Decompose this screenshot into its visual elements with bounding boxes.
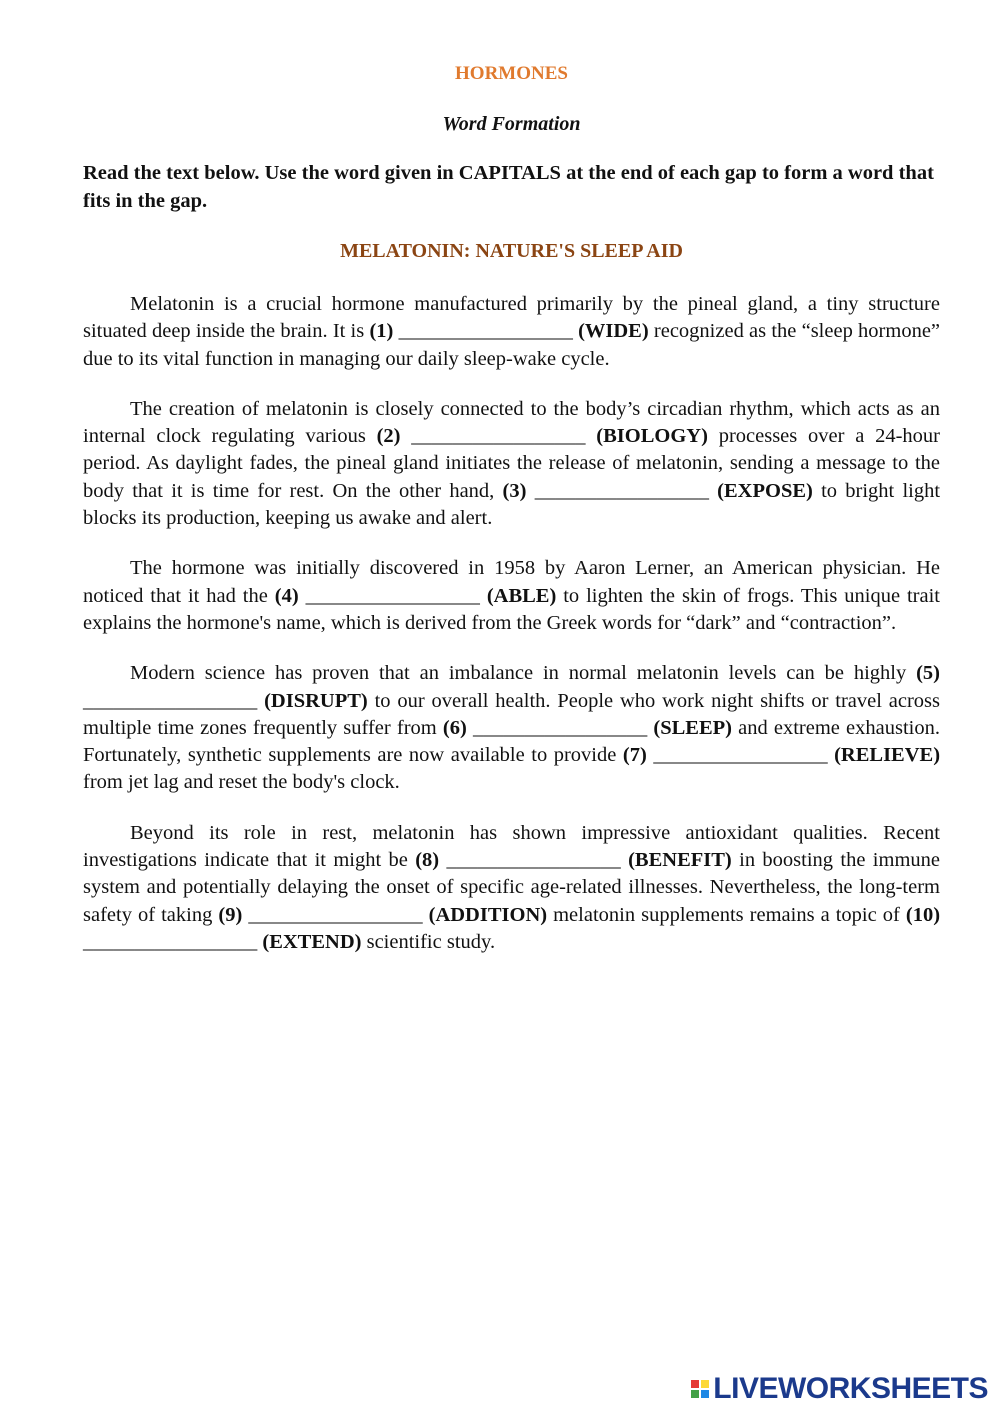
- answer-gap[interactable]: _________________: [534, 479, 709, 502]
- page-subtitle: Word Formation: [442, 113, 581, 135]
- paragraph: [83, 291, 940, 373]
- paragraph-text: to our overall health. People who work night shifts or travel across multiple time zones frequently suffer from: [83, 689, 940, 739]
- gap-number: (4): [274, 584, 299, 607]
- keyword: (BENEFIT): [628, 849, 732, 872]
- gap-number: (2): [376, 425, 401, 448]
- paragraph-text: processes over a 24-hour period. As daylight fades, the pineal gland initiates the release of melatonin, sending a message to the body that it is time for rest. On the other hand,: [83, 425, 941, 502]
- paragraph-text: Beyond its role in rest, melatonin has shown impressive antioxidant qualities. Recent investigations indicate that it might be: [83, 821, 940, 872]
- answer-gap[interactable]: _________________: [446, 849, 621, 872]
- paragraph-text: in boosting the immune system and potentially delaying the onset of specific age-related illnesses. Nevertheless, the long-term safety of taking: [83, 849, 940, 926]
- paragraph-text: The creation of melatonin is closely connected to the body’s circadian rhythm, which acts as an internal clock regulating various: [83, 397, 940, 448]
- paragraph-text: scientific study.: [361, 930, 496, 953]
- gap-number: (1): [369, 320, 394, 343]
- keyword: (WIDE): [578, 320, 649, 343]
- paragraph: [83, 820, 940, 956]
- keyword: (RELIEVE): [834, 744, 941, 767]
- keyword: (ADDITION): [428, 903, 548, 926]
- keyword: (SLEEP): [653, 716, 732, 739]
- answer-gap[interactable]: _________________: [411, 425, 586, 448]
- paragraph-text: Modern science has proven that an imbalance in normal melatonin levels can be highly: [130, 662, 917, 685]
- liveworksheets-logo: [691, 1372, 988, 1406]
- logo-square: [701, 1390, 709, 1398]
- paragraph-text: and extreme exhaustion. Fortunately, synthetic supplements are now available to provide: [83, 716, 941, 767]
- answer-gap[interactable]: _________________: [83, 689, 258, 712]
- answer-gap[interactable]: _________________: [305, 584, 480, 607]
- answer-gap[interactable]: _________________: [83, 930, 258, 953]
- paragraph-text: Melatonin is a crucial hormone manufactured primarily by the pineal gland, a tiny structure situated deep inside the brain. It is: [83, 293, 940, 343]
- answer-gap[interactable]: _________________: [472, 716, 648, 739]
- keyword: (BIOLOGY): [596, 425, 708, 448]
- gap-number: (9): [218, 903, 243, 926]
- paragraph-text: The hormone was initially discovered in 1958 by Aaron Lerner, an American physician. He noticed that it had the: [83, 557, 940, 607]
- logo-square: [691, 1390, 699, 1398]
- reading-text: [83, 291, 940, 956]
- paragraph-text: from jet lag and reset the body's clock.: [83, 771, 400, 794]
- logo-squares-icon: [691, 1380, 709, 1398]
- gap-number: (8): [415, 849, 440, 872]
- worksheet-page: [83, 60, 940, 956]
- keyword: (EXTEND): [262, 930, 362, 953]
- gap-number: (6): [442, 716, 467, 739]
- gap-number: (7): [622, 744, 647, 767]
- text-heading: MELATONIN: NATURE'S SLEEP AID: [340, 240, 683, 262]
- logo-text: LIVEWORKSHEETS: [713, 1372, 988, 1405]
- logo-square: [701, 1380, 709, 1388]
- paragraph-text: recognized as the “sleep hormone” due to its vital function in managing our daily sleep-wake cycle.: [83, 320, 941, 370]
- answer-gap[interactable]: _________________: [248, 903, 423, 926]
- logo-square: [691, 1380, 699, 1388]
- keyword: (ABLE): [486, 584, 557, 607]
- gap-number: (10): [905, 903, 941, 926]
- paragraph: [83, 660, 940, 796]
- answer-gap[interactable]: _________________: [398, 320, 573, 343]
- keyword: (DISRUPT): [264, 689, 368, 712]
- paragraph: [83, 396, 940, 532]
- gap-number: (5): [916, 662, 940, 685]
- answer-gap[interactable]: _________________: [653, 744, 828, 767]
- paragraph-text: to bright light blocks its production, keeping us awake and alert.: [83, 479, 941, 530]
- gap-number: (3): [502, 479, 527, 502]
- instructions: Read the text below. Use the word given in CAPITALS at the end of each gap to form a word that fits in the gap.: [83, 162, 934, 212]
- paragraph-text: to lighten the skin of frogs. This unique trait explains the hormone's name, which is derived from the Greek words for “dark” and “contraction”.: [83, 584, 940, 634]
- page-title: HORMONES: [455, 63, 568, 84]
- paragraph-text: melatonin supplements remains a topic of: [547, 903, 906, 926]
- paragraph: [83, 555, 940, 637]
- keyword: (EXPOSE): [717, 479, 813, 502]
